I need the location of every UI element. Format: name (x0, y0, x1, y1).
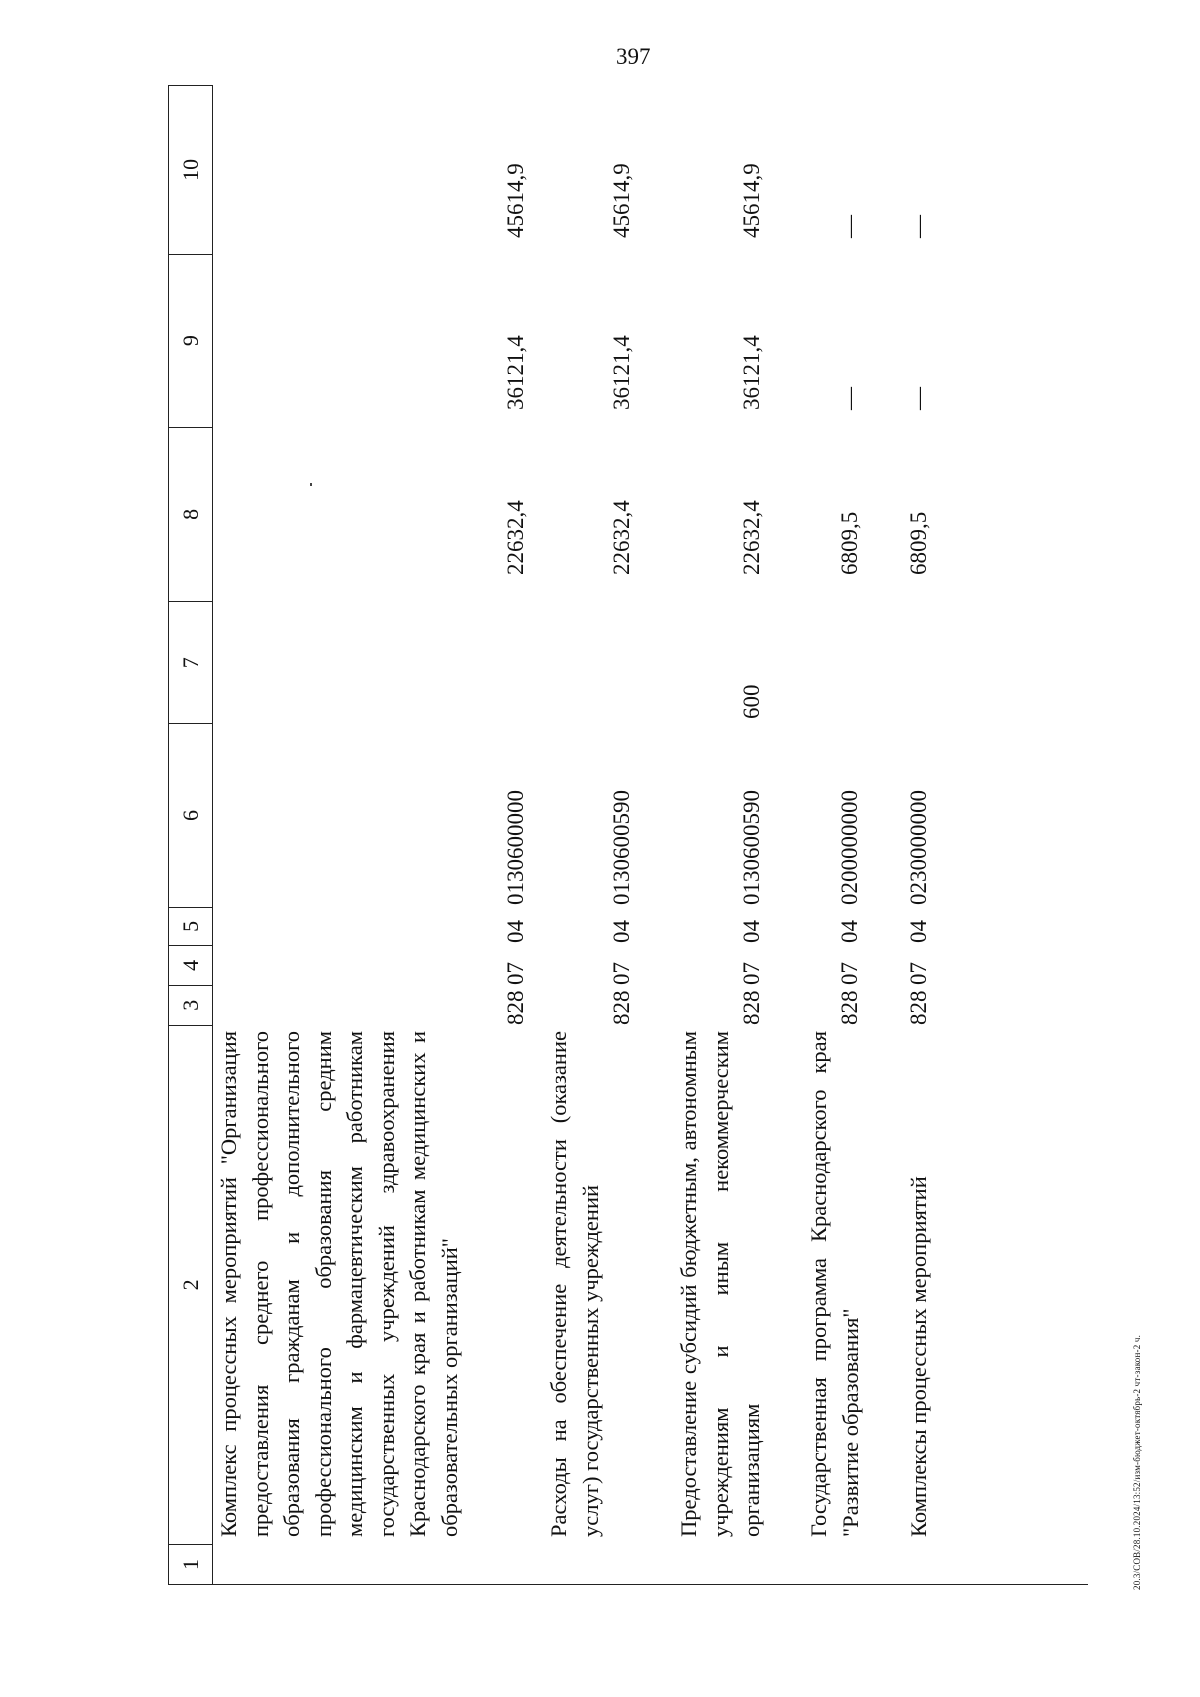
row-col-3: 828 (609, 990, 634, 1025)
header-col-8: 8 (169, 427, 212, 602)
header-col-2: 2 (169, 1025, 212, 1544)
row-col-8: 22632,4 (739, 500, 764, 575)
header-col-3: 3 (169, 985, 212, 1025)
table-header-row (168, 85, 213, 1585)
document-footer-code: 20.3/СОВ/28.10.2024/13:52/изм-бюджет-октябрь-2 чт-закон-2 ч. (1132, 1334, 1142, 1590)
row-col-8: 6809,5 (906, 511, 931, 575)
row-col-4: 07 (837, 962, 862, 985)
header-col-4: 4 (169, 945, 212, 985)
row-col-5: 04 (739, 920, 764, 943)
row-col-9: — (906, 387, 931, 410)
row-col-3: 828 (837, 990, 862, 1025)
row-col-9: 36121,4 (609, 335, 634, 410)
row-col-10: 45614,9 (739, 163, 764, 238)
header-col-1: 1 (169, 1544, 212, 1584)
row-description: Комплексы процессных мероприятий (906, 1176, 931, 1537)
header-col-9: 9 (169, 254, 212, 427)
row-col-4: 07 (906, 962, 931, 985)
row-col-6: 0130600000 (503, 790, 528, 905)
page-number: 397 (616, 44, 651, 69)
row-col-5: 04 (837, 920, 862, 943)
header-col-6: 6 (169, 723, 212, 907)
row-col-3: 828 (906, 990, 931, 1025)
row-col-10: — (906, 215, 931, 238)
row-col-7: 600 (739, 684, 764, 719)
row-description: Расходы на обеспечение деятельности (оказание услуг) государственных учреждений (546, 1031, 603, 1537)
header-col-7: 7 (169, 601, 212, 723)
row-col-5: 04 (503, 920, 528, 943)
row-description: Комплекс процессных мероприятий "Организация предоставления среднего профессионального образования гражданам и дополнительного профессионального образования средним медицинским и фармацевтическим работникам государственных учреждений здравоохранения Краснодарского края и работникам медицинских и образовательных организаций" (216, 1031, 462, 1537)
row-col-4: 07 (739, 962, 764, 985)
row-col-4: 07 (609, 962, 634, 985)
row-col-6: 0230000000 (906, 790, 931, 905)
row-col-6: 0200000000 (837, 790, 862, 905)
row-col-6: 0130600590 (609, 790, 634, 905)
budget-table (168, 85, 1088, 1585)
table-left-border (213, 1584, 1088, 1585)
header-col-10: 10 (177, 158, 203, 181)
row-col-5: 04 (906, 920, 931, 943)
row-col-9: 36121,4 (739, 335, 764, 410)
row-col-6: 0130600590 (739, 790, 764, 905)
row-col-9: — (837, 387, 862, 410)
row-col-5: 04 (609, 920, 634, 943)
row-description: Предоставление субсидий бюджетным, автономным учреждениям и иным некоммерческим организациям (676, 1031, 764, 1537)
row-col-10: 45614,9 (609, 163, 634, 238)
row-col-10: — (837, 215, 862, 238)
row-col-8: 6809,5 (837, 511, 862, 575)
row-col-3: 828 (503, 990, 528, 1025)
row-col-8: 22632,4 (609, 500, 634, 575)
row-col-10: 45614,9 (503, 163, 528, 238)
row-description: Государственная программа Краснодарского края "Развитие образования" (806, 1031, 863, 1537)
header-col-5: 5 (169, 907, 212, 945)
row-col-9: 36121,4 (503, 335, 528, 410)
row-col-3: 828 (739, 990, 764, 1025)
row-col-4: 07 (503, 962, 528, 985)
row-col-8: 22632,4 (503, 500, 528, 575)
